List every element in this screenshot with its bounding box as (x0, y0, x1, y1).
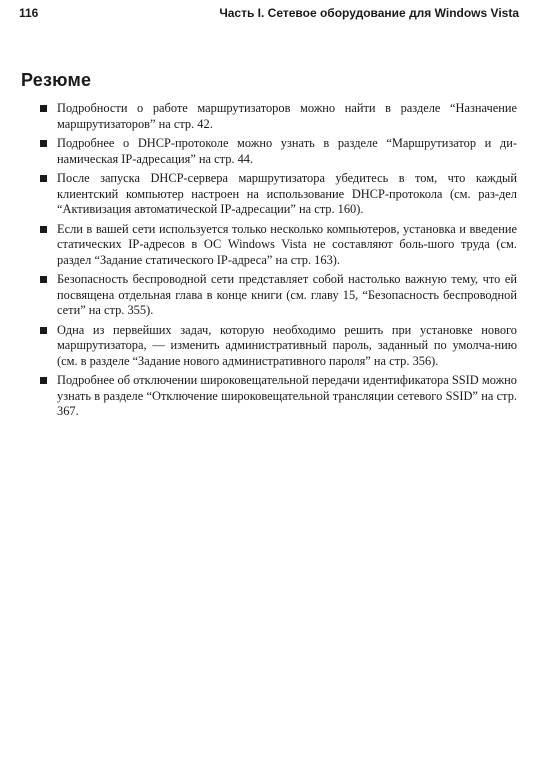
page-header (19, 6, 519, 24)
summary-item-line: После запуска DHCP-сервера маршрутизатора убедитесь в том, что каждый (57, 171, 517, 185)
summary-item-line: Одна из первейших задач, которую необходимо решить при установке нового (57, 322, 517, 337)
summary-item-line: SSID можно узнать в разделе “Отключение широковещательной трансляции (57, 373, 517, 403)
summary-item-line: клиентский компьютер настроен на использование DHCP-протокола (см. раз- (57, 186, 499, 201)
square-bullet-icon (40, 377, 47, 384)
summary-item-line: маршрутизатора, — изменить административный пароль, заданный по умолча- (57, 338, 495, 352)
summary-item-line: намическая IP-адресация” на стр. 44. (57, 151, 254, 166)
summary-item-line: Безопасность беспроводной сети представляет собой настолько важную тему, (57, 272, 479, 286)
summary-item-line: Подробности о работе маршрутизаторов можно найти в разделе “Назначение (57, 101, 517, 115)
section-title: Резюме (21, 70, 92, 90)
summary-list-item (40, 373, 517, 420)
summary-item-line: нию (см. в разделе “Задание нового административного пароля” на стр. 356). (57, 338, 517, 368)
summary-item-text (57, 171, 517, 216)
summary-item-text (57, 272, 517, 317)
square-bullet-icon (40, 175, 47, 182)
summary-item-text (57, 373, 517, 418)
square-bullet-icon (40, 276, 47, 283)
summary-item-text (57, 101, 517, 131)
summary-list-item (40, 136, 517, 167)
summary-list-item (40, 272, 517, 319)
summary-list-item (40, 222, 517, 269)
summary-list-item (40, 323, 517, 370)
square-bullet-icon (40, 140, 47, 147)
square-bullet-icon (40, 105, 47, 112)
summary-item-line: дел “Активизация автоматической IP-адресации” на стр. 160). (57, 186, 517, 216)
summary-list (40, 101, 517, 424)
running-title: Часть I. Сетевое оборудование для Windows Vista (219, 6, 519, 20)
square-bullet-icon (40, 226, 47, 233)
summary-item-line: беспроводной сети” на стр. 355). (57, 287, 517, 317)
summary-item-line: маршрутизаторов” на стр. 42. (57, 116, 213, 131)
summary-item-text (57, 323, 517, 368)
summary-item-line: что ей посвящена отдельная глава в конце книги (см. главу 15, “Безопасность (57, 272, 517, 302)
summary-item-text (57, 222, 517, 267)
summary-list-item (40, 101, 517, 132)
summary-item-text (57, 136, 517, 166)
square-bullet-icon (40, 327, 47, 334)
summary-item-line: и введение статических IP-адресов в ОС Windows Vista не составляют боль- (57, 221, 517, 251)
page-number: 116 (19, 6, 39, 20)
summary-item-line: шого труда (см. раздел “Задание статического IP-адреса” на стр. 163). (57, 237, 517, 267)
summary-item-line: Подробнее о DHCP-протоколе можно узнать в разделе “Маршрутизатор и ди- (57, 136, 517, 150)
summary-list-item (40, 171, 517, 218)
summary-item-line: Если в вашей сети используется только несколько компьютеров, установка (57, 221, 456, 236)
summary-item-line: Подробнее об отключении широковещательной передачи идентификатора (57, 373, 449, 387)
summary-item-line: сетевого SSID” на стр. 367. (57, 388, 517, 418)
